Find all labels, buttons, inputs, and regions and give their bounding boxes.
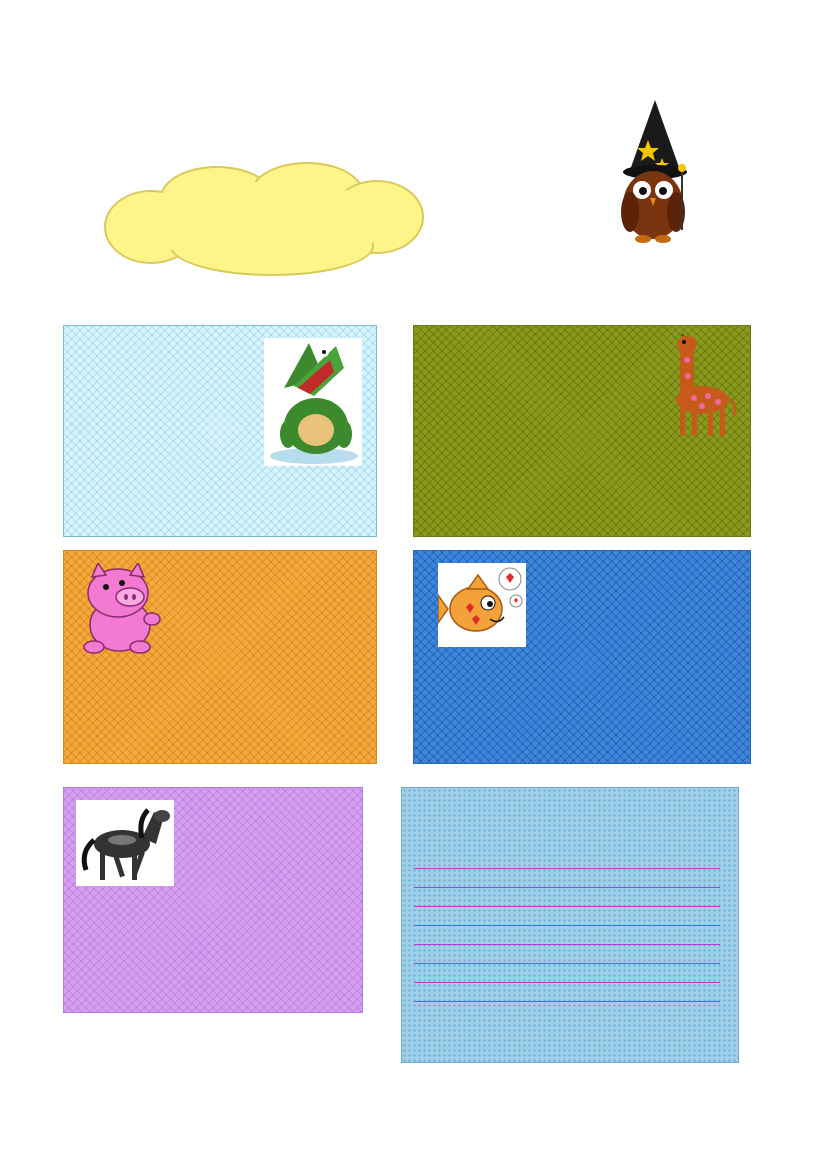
answer-line[interactable] (414, 944, 720, 945)
answer-line[interactable] (414, 887, 720, 888)
answer-line[interactable] (414, 1001, 720, 1002)
answer-line[interactable] (414, 963, 720, 964)
fish-image (438, 563, 526, 647)
question-card-horse (63, 787, 363, 1013)
question-card-giraffe (413, 325, 751, 537)
pig-image (78, 563, 162, 657)
owl-wizard-image (610, 100, 700, 250)
winner-card (401, 787, 739, 1063)
crocodile-image (264, 338, 362, 466)
question-card-pig (63, 550, 377, 764)
answer-line[interactable] (414, 982, 720, 983)
answer-line[interactable] (414, 868, 720, 869)
answer-line[interactable] (414, 925, 720, 926)
answer-line[interactable] (414, 906, 720, 907)
horse-image (76, 800, 174, 886)
speech-cloud (100, 160, 420, 272)
question-card-crocodile (63, 325, 377, 537)
giraffe-image (660, 334, 740, 438)
question-card-fish (413, 550, 751, 764)
